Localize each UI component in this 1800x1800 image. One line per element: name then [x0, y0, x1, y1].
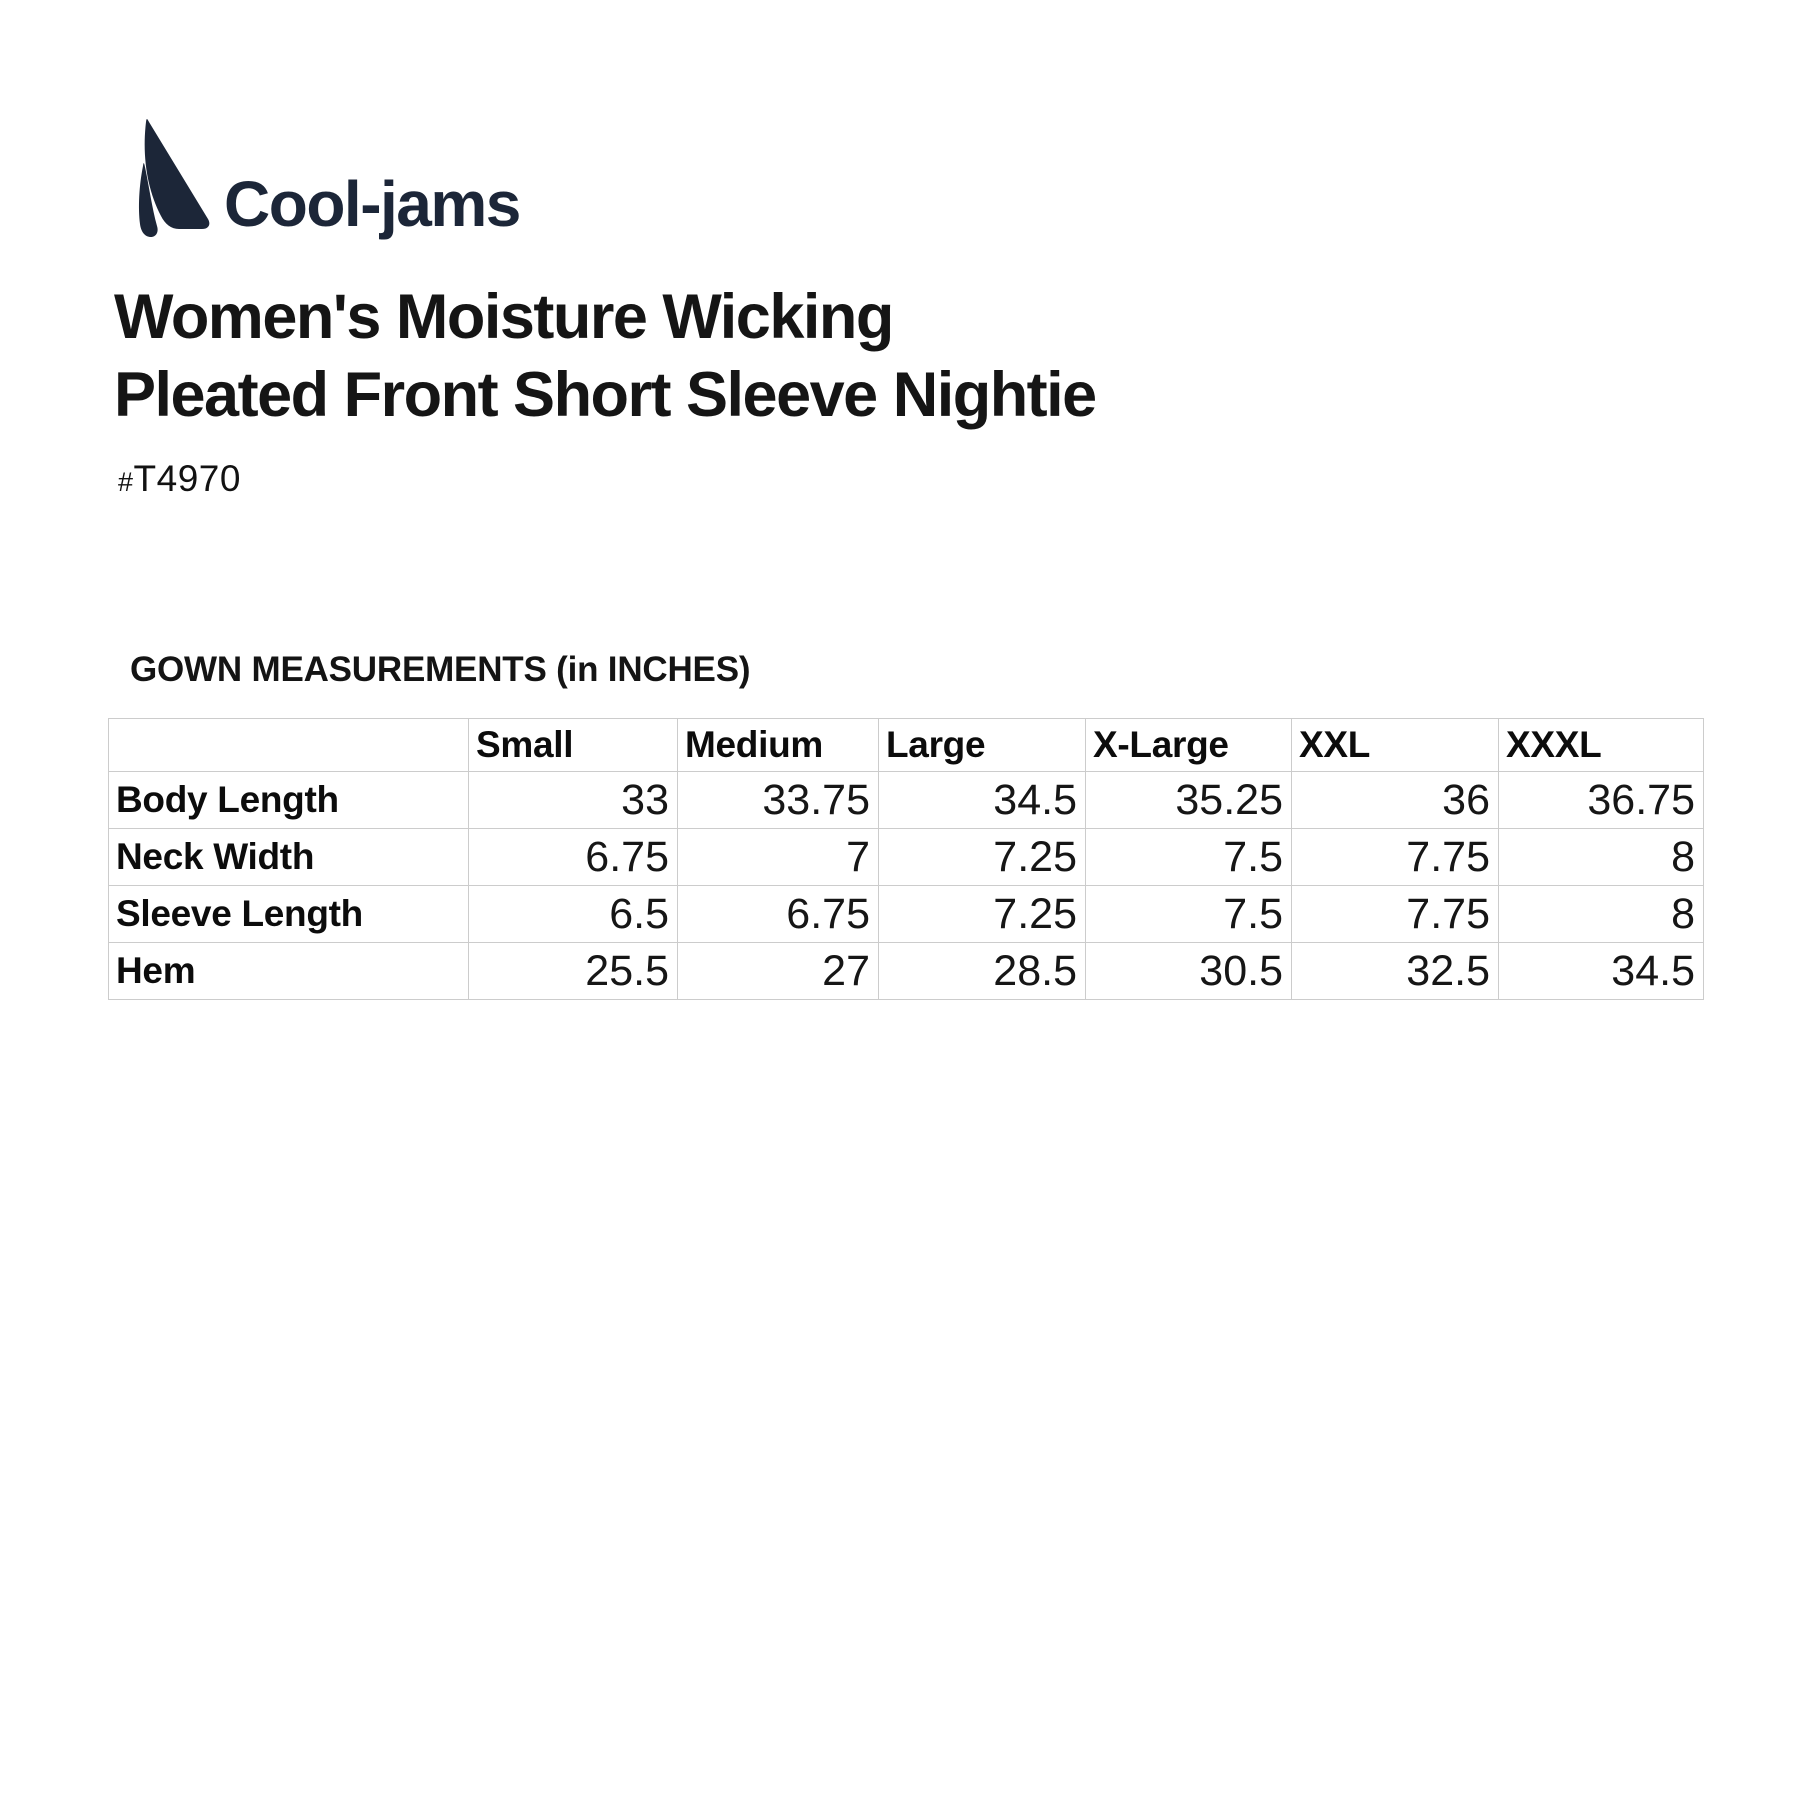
cell-value: 7.75 — [1292, 829, 1499, 886]
product-sku — [118, 458, 241, 500]
row-label: Neck Width — [109, 829, 469, 886]
brand-logo — [138, 118, 520, 240]
cell-value: 34.5 — [879, 772, 1086, 829]
sku-hash-prefix: # — [118, 467, 134, 497]
brand-name: Cool-jams — [224, 167, 520, 240]
cell-value: 27 — [678, 943, 879, 1000]
cell-value: 33.75 — [678, 772, 879, 829]
cell-value: 6.5 — [469, 886, 678, 943]
cell-value: 25.5 — [469, 943, 678, 1000]
table-row-hem — [109, 943, 1704, 1000]
cell-value: 8 — [1499, 886, 1704, 943]
sku-number: T4970 — [133, 458, 241, 499]
cell-value: 7.5 — [1086, 829, 1292, 886]
product-title — [114, 278, 1096, 434]
cell-value: 6.75 — [678, 886, 879, 943]
corner-cell — [109, 719, 469, 772]
cell-value: 33 — [469, 772, 678, 829]
product-title-line-2: Pleated Front Short Sleeve Nightie — [114, 360, 1096, 430]
table-header-row — [109, 719, 1704, 772]
main-sail-shape — [145, 119, 210, 229]
column-header-small: Small — [469, 719, 678, 772]
table-row-neck-width — [109, 829, 1704, 886]
table-row-sleeve-length — [109, 886, 1704, 943]
column-header-x-large: X-Large — [1086, 719, 1292, 772]
measurements-section-title: GOWN MEASUREMENTS (in INCHES) — [130, 650, 751, 689]
column-header-medium: Medium — [678, 719, 879, 772]
row-label: Body Length — [109, 772, 469, 829]
table-row-body-length — [109, 772, 1704, 829]
measurements-table — [108, 718, 1704, 1000]
column-header-xxxl: XXXL — [1499, 719, 1704, 772]
cell-value: 8 — [1499, 829, 1704, 886]
cell-value: 7.25 — [879, 829, 1086, 886]
row-label: Sleeve Length — [109, 886, 469, 943]
sailboat-icon — [138, 118, 212, 237]
cell-value: 28.5 — [879, 943, 1086, 1000]
cell-value: 7.75 — [1292, 886, 1499, 943]
cell-value: 36.75 — [1499, 772, 1704, 829]
row-label: Hem — [109, 943, 469, 1000]
cell-value: 7.5 — [1086, 886, 1292, 943]
cell-value: 32.5 — [1292, 943, 1499, 1000]
cell-value: 6.75 — [469, 829, 678, 886]
cell-value: 7.25 — [879, 886, 1086, 943]
column-header-large: Large — [879, 719, 1086, 772]
cell-value: 30.5 — [1086, 943, 1292, 1000]
cell-value: 35.25 — [1086, 772, 1292, 829]
product-title-line-1: Women's Moisture Wicking — [114, 282, 893, 352]
cell-value: 7 — [678, 829, 879, 886]
cell-value: 36 — [1292, 772, 1499, 829]
cell-value: 34.5 — [1499, 943, 1704, 1000]
column-header-xxl: XXL — [1292, 719, 1499, 772]
